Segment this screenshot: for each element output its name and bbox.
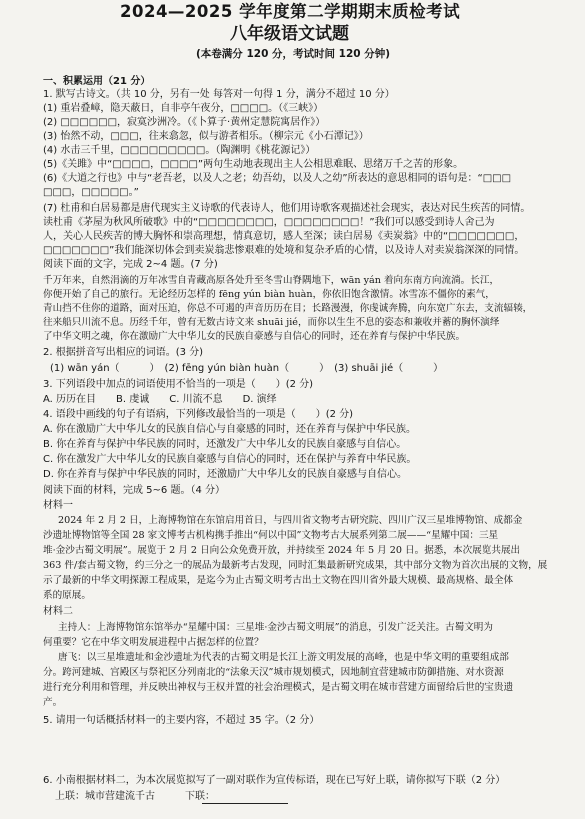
- reading-intro-5-6: 阅读下面的材料，完成 5~6 题。（4 分）: [43, 485, 226, 496]
- question-1-item-4: (4) 水击三千里，□□□□□□□□□。（陶渊明《桃花源记》）: [43, 145, 316, 156]
- question-4-option-b: B. 你在养育与保护中华民族的同时，还激发广大中华儿女的民族自豪感与自信心。: [43, 439, 407, 450]
- material-2-line: 分。跨河建城、宫殿区与祭祀区分列南北的“法象天汉”城市规划模式，因地制宜营建城市防御措施、对水资源: [43, 667, 504, 678]
- material-1-line: 系的原展。: [43, 590, 91, 601]
- question-6: 6. 小南根据材料二，为本次展览拟写了一副对联作为宣传标语，现在已写好上联，请你拟写下联（2 分）: [43, 775, 506, 786]
- material-1-line: 363 件/套古蜀文物，约三分之一的展品为最新考古发现，同时汇集最新研究成果，其中部分文物为首次出展的文物，展: [43, 560, 548, 571]
- section-heading: 一、积累运用（21 分）: [43, 76, 151, 87]
- question-1-item-7: (7) 杜甫和白居易都是唐代现实主义诗歌的代表诗人，他们用诗歌客观描述社会现实，表达对民生疾苦的同情。: [43, 203, 531, 214]
- question-1-item-6-cont: □□□，□□□□□。”: [43, 187, 139, 198]
- question-1-item-6: (6)《大道之行也》中与“老吾老，以及人之老；幼吾幼，以及人之幼”所表达的意思相同的语句是：“□□□: [43, 173, 512, 184]
- material-1-line: 堆·金沙古蜀文明展”。展览于 2 月 2 日向公众免费开放，并持续至 2024 年 5 月 20 日。据悉，本次展览共展出: [43, 545, 521, 556]
- material-2-line: 产。: [43, 697, 63, 708]
- question-1-item-3: (3) 怡然不动，□□□，往来翕忽，似与游者相乐。（柳宗元《小石潭记》）: [43, 131, 369, 142]
- material-2-label: 材料二: [43, 606, 73, 617]
- question-1-item-2: (2) □□□□□□，寂寞沙洲冷。（《卜算子·黄州定慧院寓居作》）: [43, 117, 326, 128]
- question-2: 2. 根据拼音写出相应的词语。(3 分): [43, 347, 204, 358]
- question-2-blanks: (1) wān yán（ ） (2) fēng yún biàn huàn（ ） (3) shuāi jié（ ）: [50, 363, 444, 374]
- exam-subtitle: 八年级语文试题: [230, 24, 349, 44]
- question-1: 1. 默写古诗文。（共 10 分，另有一处 每答对一句得 1 分，满分不超过 10 分）: [43, 89, 395, 100]
- question-3: 3. 下列语段中加点的词语使用不恰当的一项是（ ）(2 分): [43, 379, 314, 390]
- material-1-label: 材料一: [43, 500, 73, 511]
- material-2-line: 主持人：上海博物馆东馆举办“星耀中国：三星堆·金沙古蜀文明展”的消息，引发广泛关注。古蜀文明为: [58, 622, 493, 633]
- material-2-line: 何重要？它在中华文明发展进程中占据怎样的位置？: [43, 637, 264, 648]
- material-2-line: 唐飞：以三星堆遗址和金沙遗址为代表的古蜀文明是长江上游文明发展的高峰，也是中华文明的重要组成部: [58, 652, 509, 663]
- material-1-line: 沙遗址博物馆等全国 28 家文博考古机构携手推出“何以中国”文物考古大展系列第二展——“星耀中国：三星: [43, 530, 499, 541]
- question-4: 4. 语段中画线的句子有语病，下列修改最恰当的一项是（ ）(2 分): [43, 409, 354, 420]
- passage-line: 千万年来，自然涓滴的万年冰雪自青藏高原各处升至冬雪山脊隅地下，wān yán 着向东南方向流淌。长江，: [43, 275, 500, 286]
- question-1-item-7-line-2: 读杜甫《茅屋为秋风所破歌》中的“□□□□□□□□，□□□□□□□□！”我们可以感受到诗人舍己为: [43, 217, 495, 228]
- reading-intro-2-4: 阅读下面的文字，完成 2~4 题。(7 分): [43, 259, 218, 270]
- material-1-line: 示了最新的中华文明探源工程成果，是迄今为止古蜀文明考古出土文物在四川省外最大规模、最高规格、最全体: [43, 575, 514, 586]
- material-1-line: 2024 年 2 月 2 日，上海博物馆在东馆启用首日，与四川省文物考古研究院、四川广汉三星堆博物馆、成都金: [58, 515, 523, 526]
- question-5: 5. 请用一句话概括材料一的主要内容，不超过 35 字。（2 分）: [43, 715, 320, 726]
- couplet-line: 上联：城市营建流千古 下联：: [55, 791, 215, 802]
- question-4-option-c: C. 你在激发广大中华儿女的民族自豪感与自信心的同时，还在保护与养育中华民族。: [43, 454, 417, 465]
- passage-line: 青山挡不住你的道路，面对压迫，你总不可遏的声音历历在目；长路漫漫，你虔诚奔腾，向东宽广东去，支流辐辏，: [43, 303, 533, 314]
- question-1-item-5: (5)《关雎》中“□□□□，□□□□”两句生动地表现出主人公相思难眠、思绪万千之苦的形象。: [43, 159, 464, 170]
- question-4-option-d: D. 你在养育与保护中华民族的同时，还激励广大中华儿女的民族自豪感与自信心。: [43, 469, 408, 480]
- question-1-item-1: (1) 重岩叠嶂，隐天蔽日，自非亭午夜分，□□□□。（《三峡》）: [43, 103, 324, 114]
- answer-line: [202, 803, 288, 804]
- passage-line: 你便开始了自己的旅行。无论经历怎样的 fēng yún biàn huàn，你依旧饱含激情。冰雪冻不僵你的素气，: [43, 289, 495, 300]
- exam-title: 2024—2025 学年度第二学期期末质检考试: [120, 2, 461, 21]
- passage-line: 往来船只川流不息。历经千年，曾有无数古诗文来 shuāi jié，而你以生生不息的姿态和兼收并蓄的胸怀演绎: [43, 317, 500, 328]
- material-2-line: 进行充分利用和管理，并反映出神权与王权并置的社会治理模式，是古蜀文明在城市营建方面留给后世的宝贵遗: [43, 682, 514, 693]
- question-1-item-7-line-4: □□□□□□□”我们能深切体会到卖炭翁悲惨艰难的处境和复杂矛盾的心情，以及诗人对卖炭翁深深的同情。: [43, 245, 525, 256]
- question-3-options: A. 历历在目 B. 虔诚 C. 川流不息 D. 演绎: [43, 394, 277, 405]
- question-4-option-a: A. 你在激励广大中华儿女的民族自信心与自豪感的同时，还在养育与保护中华民族。: [43, 424, 417, 435]
- exam-note: (本卷满分 120 分，考试时间 120 分钟): [196, 48, 391, 60]
- question-1-item-7-line-3: 人，关心人民疾苦的博大胸怀和崇高理想，情真意切，感人至深；读白居易《卖炭翁》中的“□□□□□□□，: [43, 231, 525, 242]
- passage-line: 了中华文明之魂，你在激励广大中华儿女的民族自豪感与自信心的同时，还在养育与保护中华民族。: [43, 331, 466, 342]
